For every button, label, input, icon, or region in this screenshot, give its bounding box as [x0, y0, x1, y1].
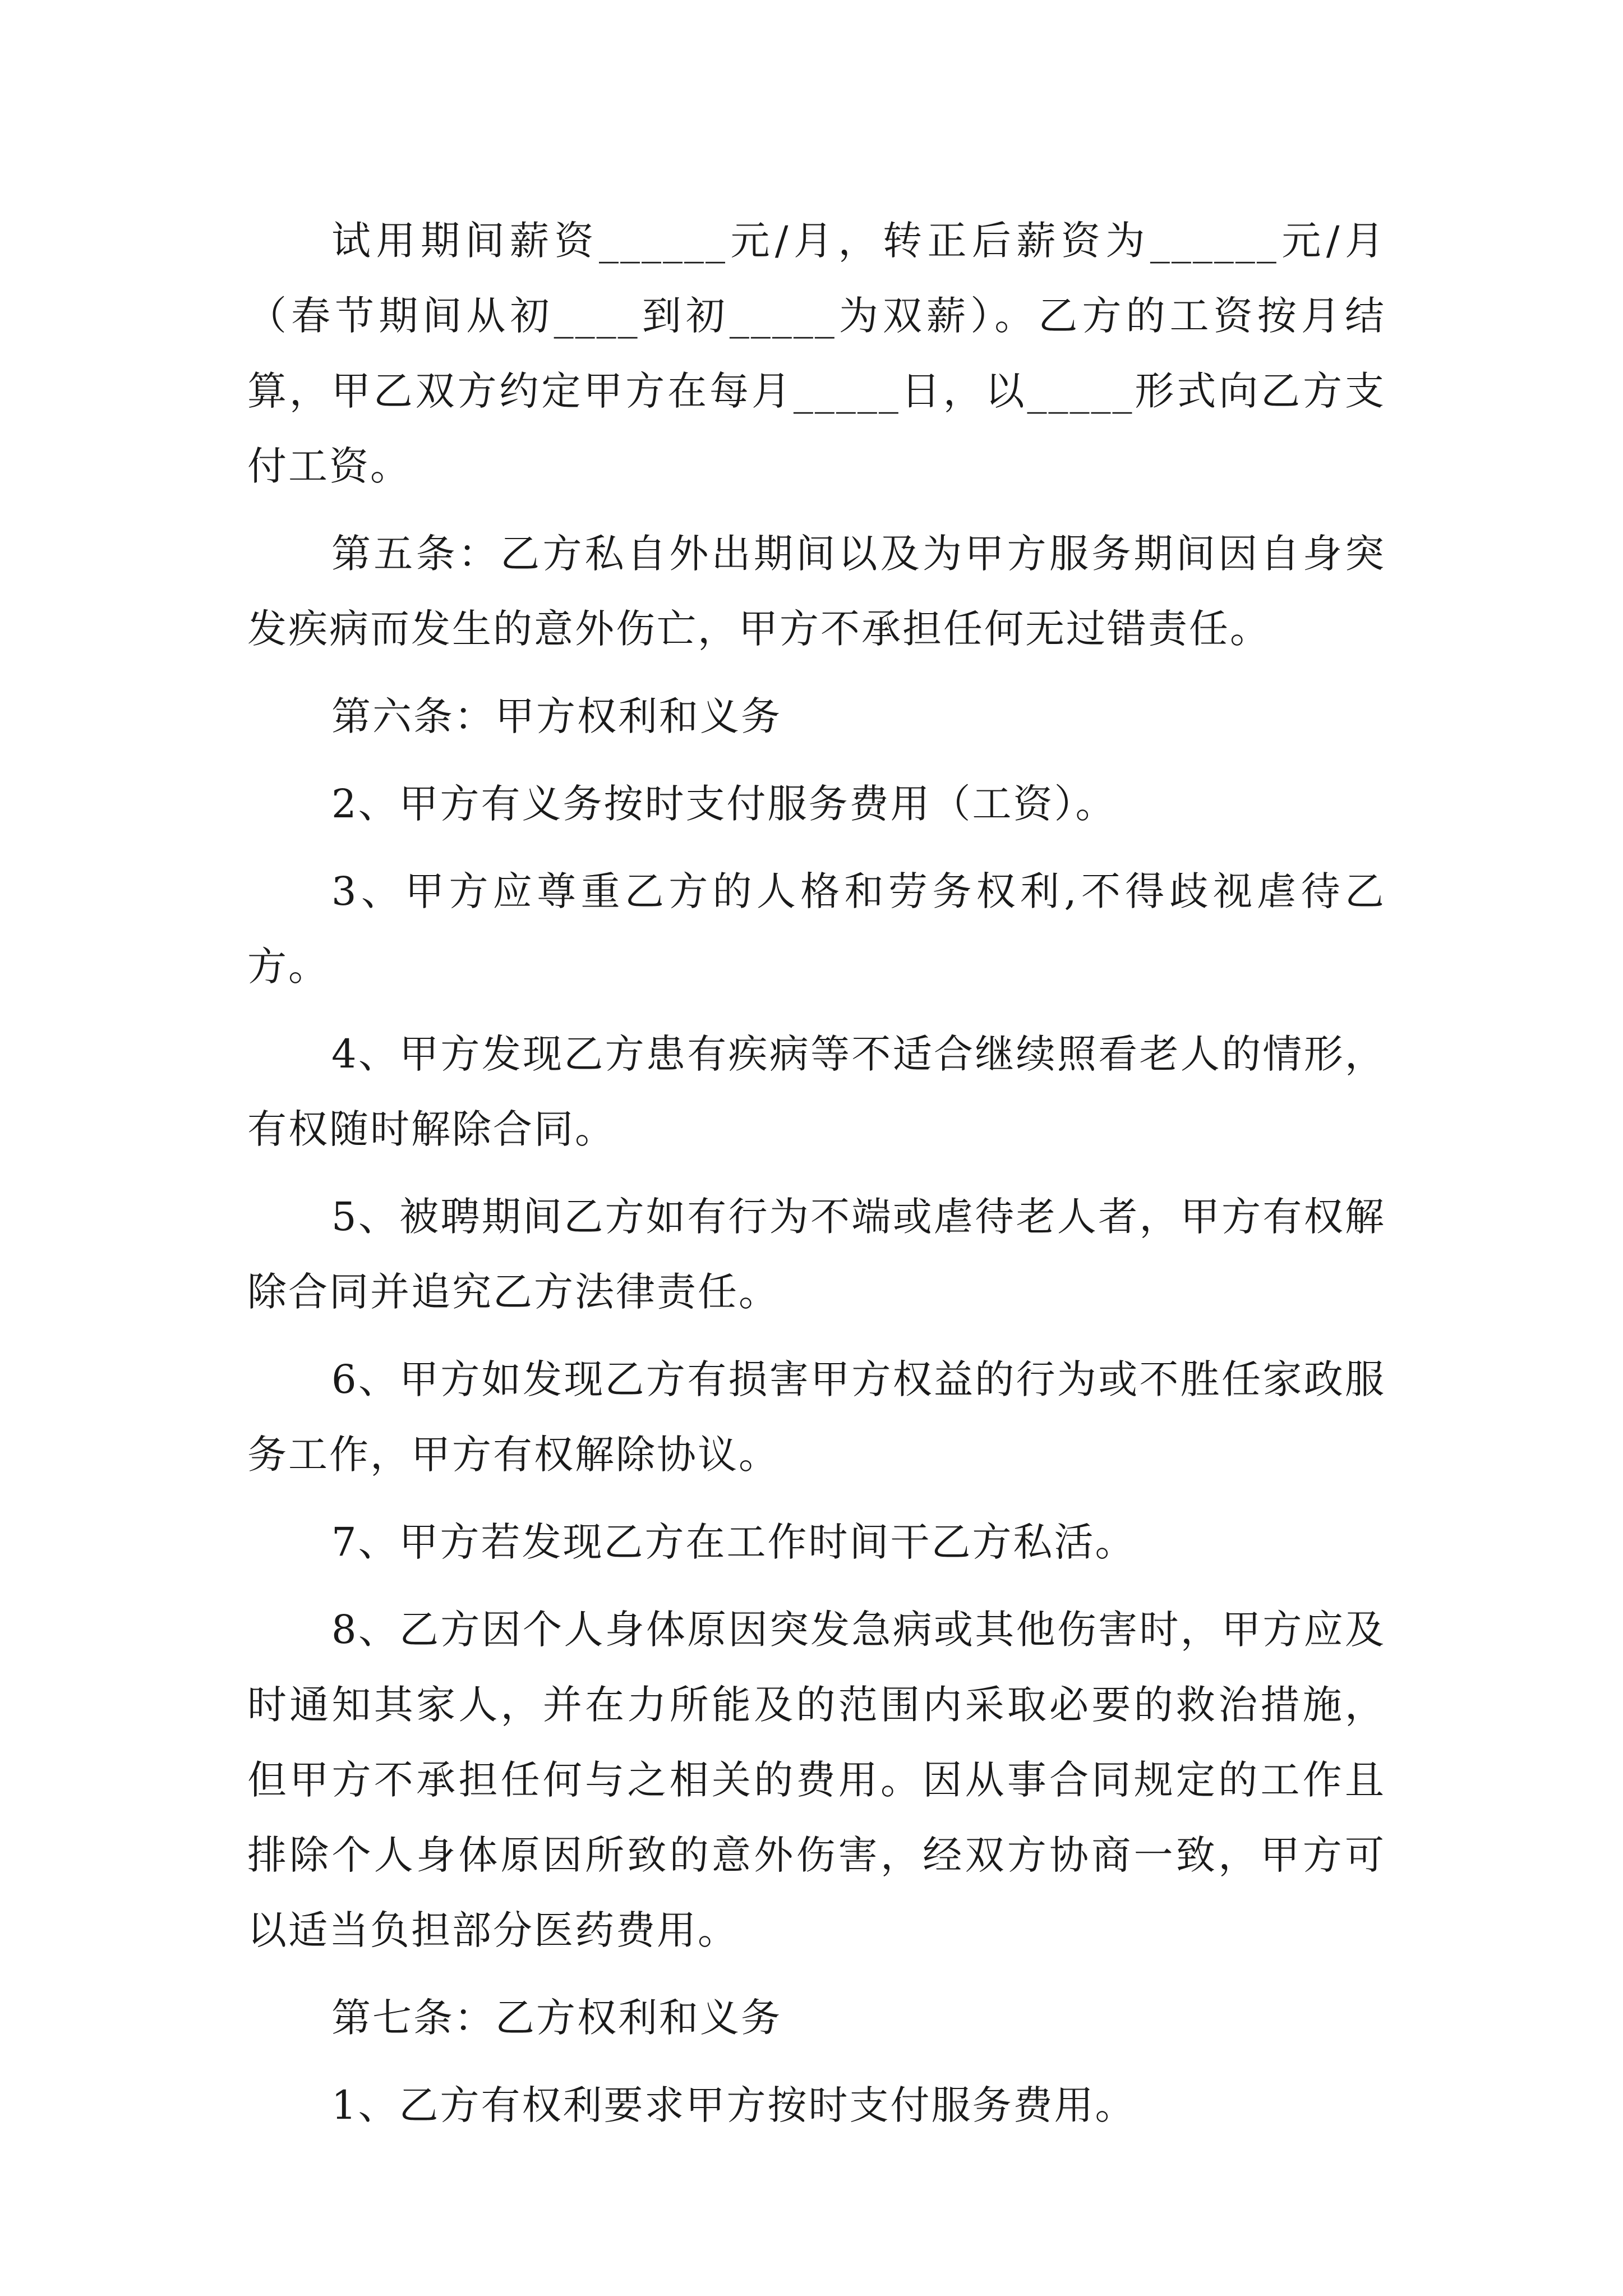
paragraph-item-1: 1、乙方有权利要求甲方按时支付服务费用。	[331, 2082, 1136, 2128]
paragraph-article-5: 第五条：乙方私自外出期间以及为甲方服务期间因自身突发疾病而发生的意外伤亡，甲方不承担任何无过错责任。	[247, 531, 1386, 652]
paragraph-item-6: 6、甲方如发现乙方有损害甲方权益的行为或不胜任家政服务工作，甲方有权解除协议。	[247, 1356, 1386, 1478]
paragraph-salary: 试用期间薪资______元/月，转正后薪资为______元/月（春节期间从初____到初_____为双薪）。乙方的工资按月结算，甲乙双方约定甲方在每月_____日，以_____形式向乙方支付工资。	[247, 218, 1386, 489]
paragraph-item-4: 4、甲方发现乙方患有疾病等不适合继续照看老人的情形，有权随时解除合同。	[247, 1031, 1386, 1152]
paragraph-item-5: 5、被聘期间乙方如有行为不端或虐待老人者，甲方有权解除合同并追究乙方法律责任。	[247, 1194, 1386, 1315]
paragraph-item-8: 8、乙方因个人身体原因突发急病或其他伤害时，甲方应及时通知其家人，并在力所能及的范围内采取必要的救治措施，但甲方不承担任何与之相关的费用。因从事合同规定的工作且排除个人身体原因所致的意外伤害，经双方协商一致，甲方可以适当负担部分医药费用。	[247, 1607, 1386, 1953]
document-body	[247, 203, 1386, 2143]
paragraph-item-3: 3、甲方应尊重乙方的人格和劳务权利,不得歧视虐待乙方。	[247, 868, 1386, 990]
heading-article-7: 第七条：乙方权利和义务	[331, 1995, 782, 2041]
paragraph-item-2: 2、甲方有义务按时支付服务费用（工资）。	[331, 781, 1117, 827]
heading-article-6: 第六条：甲方权利和义务	[331, 693, 782, 739]
paragraph-item-7: 7、甲方若发现乙方在工作时间干乙方私活。	[331, 1519, 1136, 1565]
